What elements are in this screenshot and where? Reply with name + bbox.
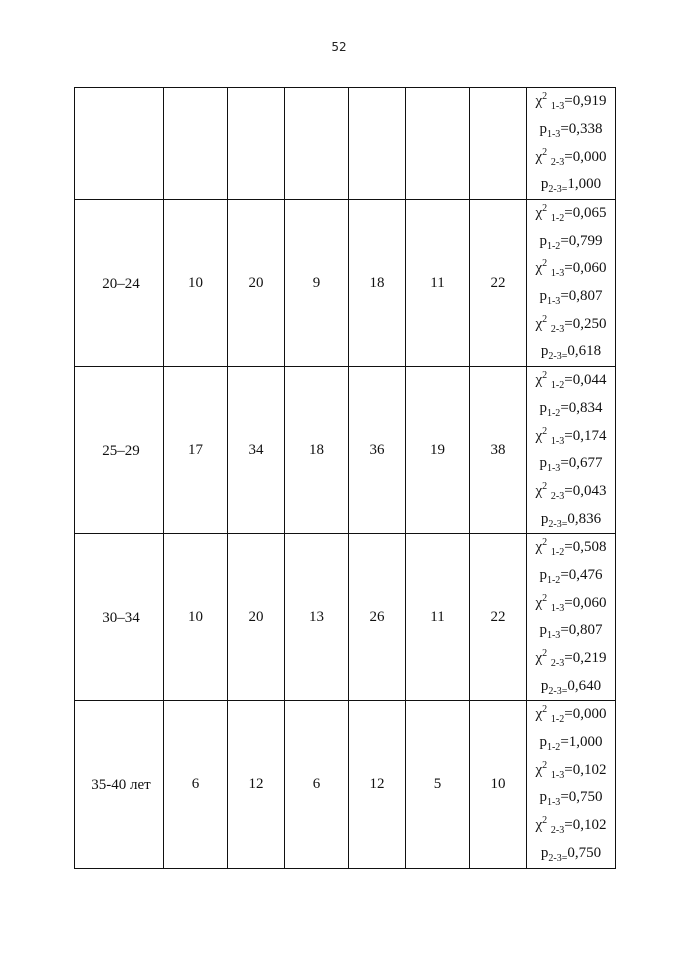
stat-line: $\chi^2$ $_{2-3}$=0,000 <box>535 146 607 168</box>
stat-line: $\chi^2$ $_{2-3}$=0,102 <box>535 815 607 837</box>
stats-cell <box>527 701 616 868</box>
stat-line: $p_{1-2}=0,834$ <box>539 399 603 419</box>
value-cell: 10 <box>470 701 527 868</box>
value-cell <box>406 88 470 200</box>
stat-line: $\chi^2$ $_{1-2}$=0,508 <box>535 537 607 559</box>
value-cell: 10 <box>164 534 228 701</box>
statistics-table <box>74 87 616 869</box>
stats-cell <box>527 200 616 367</box>
value-cell: 10 <box>164 200 228 367</box>
value-cell <box>470 88 527 200</box>
value-cell: 19 <box>406 367 470 534</box>
value-cell: 12 <box>228 701 285 868</box>
stat-line: $p_{2-3=}0,836$ <box>540 510 602 530</box>
value-cell: 36 <box>349 367 406 534</box>
age-group-cell: 25–29 <box>75 367 164 534</box>
value-cell: 22 <box>470 200 527 367</box>
value-cell: 20 <box>228 200 285 367</box>
stat-line: $\chi^2$ $_{1-3}$=0,919 <box>535 91 607 113</box>
table-row <box>75 701 616 868</box>
stat-line: $\chi^2$ $_{1-3}$=0,102 <box>535 759 607 781</box>
stat-line: $p_{1-3}=0,750$ <box>539 789 603 809</box>
value-cell: 13 <box>285 534 349 701</box>
stat-line: $p_{1-2}=0,799$ <box>539 232 603 252</box>
value-cell: 38 <box>470 367 527 534</box>
value-cell: 20 <box>228 534 285 701</box>
stat-line: $\chi^2$ $_{1-2}$=0,000 <box>535 704 607 726</box>
value-cell: 22 <box>470 534 527 701</box>
table-row <box>75 534 616 701</box>
value-cell: 5 <box>406 701 470 868</box>
value-cell: 6 <box>285 701 349 868</box>
stats-cell <box>527 534 616 701</box>
value-cell: 18 <box>285 367 349 534</box>
stat-line: $\chi^2$ $_{1-3}$=0,060 <box>535 592 607 614</box>
stat-line: $p_{1-3}=0,338$ <box>539 120 603 140</box>
stat-line: $p_{2-3=}1,000$ <box>540 176 602 196</box>
page-number: 52 <box>331 40 347 54</box>
value-cell: 6 <box>164 701 228 868</box>
stat-line: $p_{2-3=}0,618$ <box>540 343 602 363</box>
stat-line: $p_{1-2}=1,000$ <box>539 734 603 754</box>
value-cell <box>349 88 406 200</box>
value-cell <box>164 88 228 200</box>
table-row <box>75 367 616 534</box>
table-row <box>75 88 616 200</box>
stat-line: $p_{1-2}=0,476$ <box>539 566 603 586</box>
stat-line: $\chi^2$ $_{1-3}$=0,060 <box>535 258 607 280</box>
value-cell: 26 <box>349 534 406 701</box>
age-group-cell: 20–24 <box>75 200 164 367</box>
value-cell: 12 <box>349 701 406 868</box>
stats-cell <box>527 88 616 200</box>
age-group-cell <box>75 88 164 200</box>
value-cell <box>228 88 285 200</box>
age-group-cell: 30–34 <box>75 534 164 701</box>
stat-line: $\chi^2$ $_{1-2}$=0,044 <box>535 370 607 392</box>
stat-line: $p_{2-3=}0,750$ <box>540 844 602 864</box>
value-cell: 11 <box>406 534 470 701</box>
stat-line: $p_{2-3=}0,640$ <box>540 677 602 697</box>
stat-line: $\chi^2$ $_{1-3}$=0,174 <box>535 425 607 447</box>
value-cell: 17 <box>164 367 228 534</box>
stat-line: $p_{1-3}=0,677$ <box>539 455 603 475</box>
value-cell: 9 <box>285 200 349 367</box>
table-row <box>75 200 616 367</box>
value-cell: 18 <box>349 200 406 367</box>
value-cell: 34 <box>228 367 285 534</box>
stat-line: $p_{1-3}=0,807$ <box>539 622 603 642</box>
age-group-cell: 35-40 лет <box>75 701 164 868</box>
stat-line: $\chi^2$ $_{2-3}$=0,043 <box>535 480 607 502</box>
stats-cell <box>527 367 616 534</box>
stat-line: $p_{1-3}=0,807$ <box>539 288 603 308</box>
stat-line: $\chi^2$ $_{1-2}$=0,065 <box>535 203 607 224</box>
stat-line: $\chi^2$ $_{2-3}$=0,219 <box>535 648 607 669</box>
stat-line: $\chi^2$ $_{2-3}$=0,250 <box>535 313 607 335</box>
value-cell <box>285 88 349 200</box>
value-cell: 11 <box>406 200 470 367</box>
